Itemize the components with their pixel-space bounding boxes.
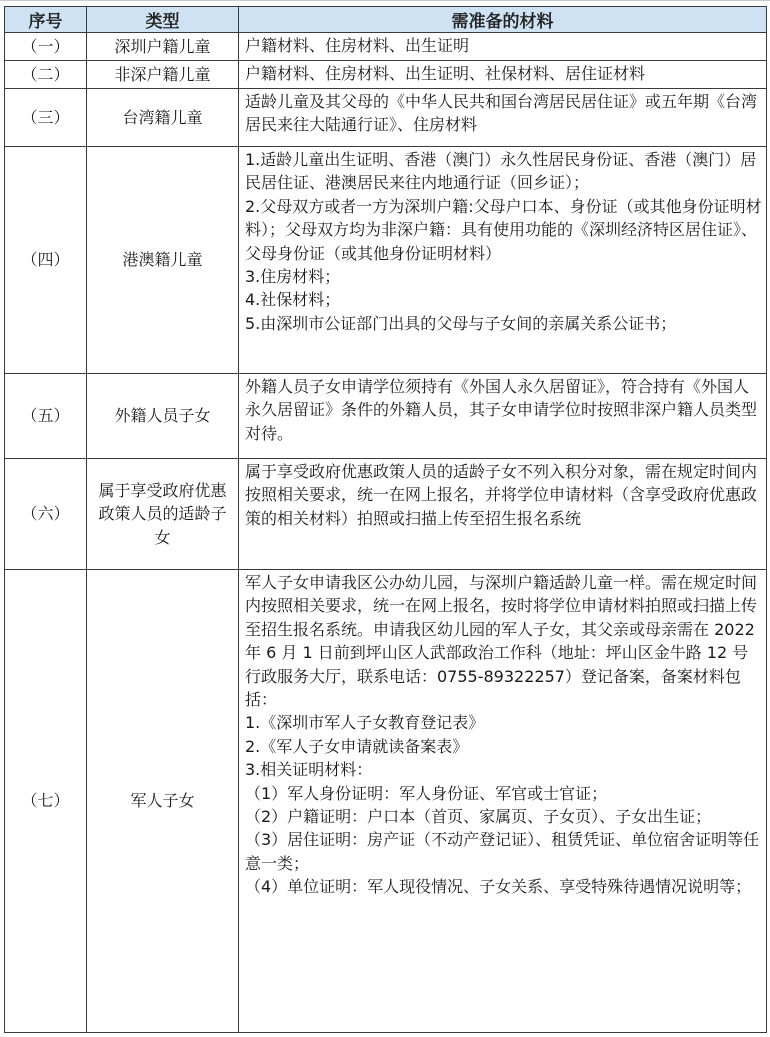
material-line: 外籍人员子女申请学位须持有《外国人永久居留证》，符合持有《外国人永久居留证》条件的外籍人员，其子女申请学位时按照非深户籍人员类型对待。	[245, 377, 758, 443]
table-row	[5, 570, 767, 1033]
row-type: 军人子女	[87, 570, 239, 1033]
material-line: 2.父母双方或者一方为深圳户籍:父母户口本、身份证（或其他身份证明材料）；父母双方均为非深户籍：具有使用功能的《深圳经济特区居住证》、父母身份证（或其他身份证明材料）	[245, 196, 762, 263]
material-line: 军人子女申请我区公办幼儿园，与深圳户籍适龄儿童一样。需在规定时间内按照相关要求，统一在网上报名，按时将学位申请材料拍照或扫描上传至招生报名系统。申请我区幼儿园的军人子女，其父亲或母亲需在 2022 年 6 月 1 日前到坪山区人武部政治工作科（地址：坪山区金牛路 12 号行政服务大厅，联系电话：0755-89322257）登记备案，备案材料包括：	[245, 573, 758, 710]
table-row	[5, 33, 767, 61]
row-materials	[239, 33, 767, 61]
row-num: （二）	[5, 61, 87, 89]
material-line: 5.由深圳市公证部门出具的父母与子女间的亲属关系公证书；	[245, 313, 677, 333]
materials-table	[4, 6, 767, 1033]
row-num: （一）	[5, 33, 87, 61]
material-line: （1）军人身份证明：军人身份证、军官或士官证；	[245, 783, 608, 803]
row-materials	[239, 61, 767, 89]
material-line: 3.住房材料；	[245, 267, 341, 287]
material-line: 3.相关证明材料：	[245, 760, 373, 780]
material-line: 1.《深圳市军人子女教育登记表》	[245, 713, 485, 733]
material-line: 属于享受政府优惠政策人员的适龄子女不列入积分对象，需在规定时间内按照相关要求，统一在网上报名，并将学位申请材料（含享受政府优惠政策的相关材料）拍照或扫描上传至招生报名系统	[245, 462, 758, 528]
row-materials	[239, 147, 767, 374]
table-row	[5, 61, 767, 89]
material-line: 2.《军人子女申请就读备案表》	[245, 736, 469, 756]
material-line: 户籍材料、住房材料、出生证明	[245, 36, 470, 55]
table-row	[5, 459, 767, 570]
table-row	[5, 374, 767, 459]
row-num: （三）	[5, 89, 87, 147]
material-line: （4）单位证明：军人现役情况、子女关系、享受特殊待遇情况说明等；	[245, 877, 752, 897]
table-row	[5, 147, 767, 374]
row-type: 外籍人员子女	[87, 374, 239, 459]
row-materials	[239, 89, 767, 147]
row-materials	[239, 374, 767, 459]
row-type: 属于享受政府优惠政策人员的适龄子女	[87, 459, 239, 570]
header-row	[5, 7, 767, 33]
row-type: 台湾籍儿童	[87, 89, 239, 147]
row-type: 深圳户籍儿童	[87, 33, 239, 61]
header-num: 序号	[5, 7, 87, 33]
table-row	[5, 89, 767, 147]
header-type: 类型	[87, 7, 239, 33]
row-type: 非深户籍儿童	[87, 61, 239, 89]
material-line: （2）户籍证明：户口本（首页、家属页、子女页）、子女出生证；	[245, 807, 712, 827]
row-type: 港澳籍儿童	[87, 147, 239, 374]
material-line: 4.社保材料；	[245, 290, 341, 310]
material-line: （3）居住证明：房产证（不动产登记证）、租赁凭证、单位宿舍证明等任意一类；	[245, 830, 760, 873]
row-num: （六）	[5, 459, 87, 570]
material-line: 户籍材料、住房材料、出生证明、社保材料、居住证材料	[245, 64, 646, 83]
row-num: （五）	[5, 374, 87, 459]
header-materials: 需准备的材料	[239, 7, 767, 33]
material-line: 1.适龄儿童出生证明、香港（澳门）永久性居民身份证、香港（澳门）居民居住证、港澳居民来往内地通行证（回乡证）；	[245, 150, 757, 193]
row-materials	[239, 459, 767, 570]
material-line: 适龄儿童及其父母的《中华人民共和国台湾居民居住证》或五年期《台湾居民来往大陆通行证》、住房材料	[245, 92, 758, 135]
top-rule	[0, 0, 770, 1]
row-num: （七）	[5, 570, 87, 1033]
row-materials	[239, 570, 767, 1033]
row-num: （四）	[5, 147, 87, 374]
